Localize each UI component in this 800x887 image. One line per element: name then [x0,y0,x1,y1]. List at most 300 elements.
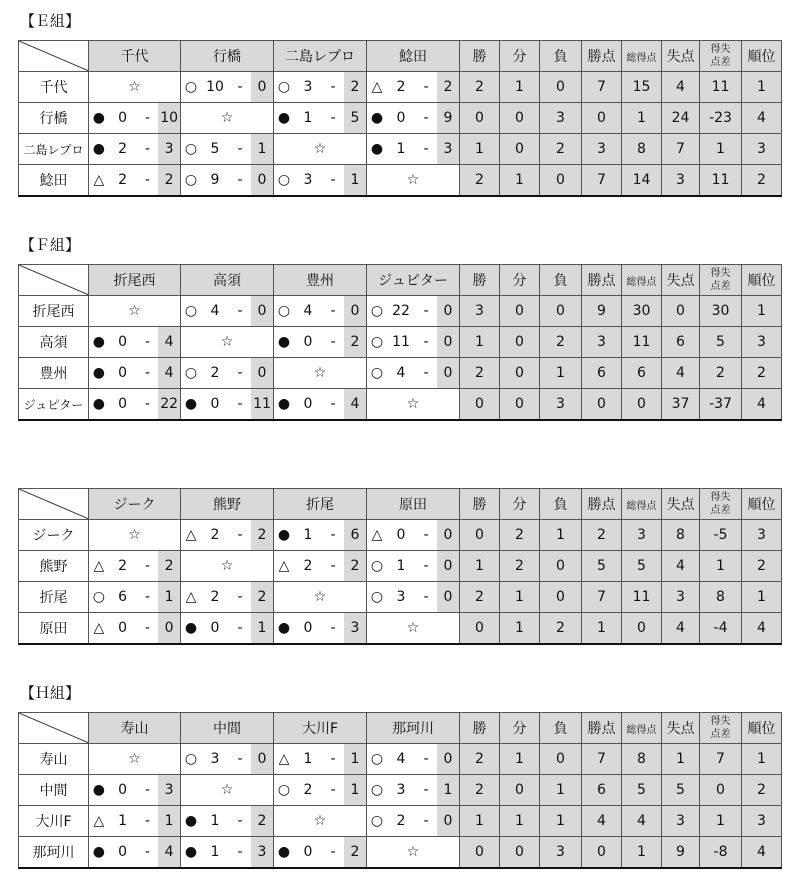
match-result-cell [274,72,367,103]
goals-against: 3 [437,134,459,164]
stat-cell: 0 [460,613,500,645]
self-match-cell: ☆ [89,744,181,775]
goals-for: 0 [118,396,128,412]
score-separator: - [237,527,243,543]
diagonal-corner-cell [19,41,89,72]
team-row [19,613,782,645]
team-header: ジュピター [367,265,460,296]
score-separator: - [330,172,336,188]
goals-against: 2 [158,165,180,195]
stat-cell: 6 [582,775,622,806]
goals-for: 4 [396,365,406,381]
team-row [19,744,782,775]
goals-against: 0 [437,744,459,774]
self-match-cell: ☆ [367,837,460,869]
goals-against: 4 [344,389,366,419]
goals-for: 5 [210,141,220,157]
row-team-name: 二島レプロ [19,134,89,165]
stat-cell: 1 [460,327,500,358]
score-separator: - [330,558,336,574]
team-header: ジーク [89,489,181,520]
result-mark-icon: △ [185,527,197,543]
score-separator: - [144,844,150,860]
row-team-name: ジーク [19,520,89,551]
match-result-cell [274,327,367,358]
stat-cell: 3 [622,520,662,551]
row-team-name: 鯰田 [19,165,89,197]
stat-cell: 6 [622,358,662,389]
result-mark-icon: ○ [370,303,384,319]
goals-for: 3 [303,172,313,188]
match-result-cell [274,775,367,806]
team-header: 高須 [181,265,274,296]
score-separator: - [330,844,336,860]
team-header: 寿山 [89,713,181,744]
score-separator: - [144,813,150,829]
self-match-cell: ☆ [181,775,274,806]
goals-against: 9 [437,103,459,133]
goals-against: 0 [437,327,459,357]
stat-cell: -23 [700,103,742,134]
score-separator: - [237,844,243,860]
group-title: 【Ｅ組】 [20,12,81,30]
goals-against: 1 [344,744,366,774]
header-row [19,41,782,72]
goals-against: 11 [251,389,273,419]
stat-header: 得失点差 [700,41,742,72]
stat-header: 分 [500,41,540,72]
match-result-cell [89,613,181,645]
score-separator: - [237,751,243,767]
team-header: 大川F [274,713,367,744]
goals-for: 2 [396,813,406,829]
goals-for: 3 [210,751,220,767]
stat-cell: 1 [622,837,662,869]
stat-cell: 15 [622,72,662,103]
row-team-name: 中間 [19,775,89,806]
goals-against: 0 [251,296,273,326]
stat-cell: 0 [622,389,662,421]
result-mark-icon: ● [92,844,105,860]
goals-against: 0 [437,806,459,836]
goals-against: 3 [158,775,180,805]
match-result-cell [181,296,274,327]
score-separator: - [237,620,243,636]
stat-header: 勝 [460,489,500,520]
goals-against: 2 [251,582,273,612]
stat-header: 勝 [460,265,500,296]
score-separator: - [330,396,336,412]
team-header: 行橋 [181,41,274,72]
stat-header: 総得点 [622,41,662,72]
goals-for: 1 [396,141,406,157]
score-separator: - [144,172,150,188]
result-mark-icon: ○ [370,558,384,574]
stat-cell: 7 [582,582,622,613]
result-mark-icon: ○ [277,172,291,188]
score-separator: - [237,79,243,95]
stat-cell: 30 [700,296,742,327]
stat-cell: 1 [460,551,500,582]
goals-against: 0 [158,613,180,643]
self-match-cell: ☆ [274,806,367,837]
stat-header: 失点 [662,265,700,296]
stat-cell: 9 [662,837,700,869]
stat-cell: 3 [582,327,622,358]
stat-cell: 1 [742,744,782,775]
stat-cell: 4 [742,613,782,645]
result-mark-icon: ○ [277,79,291,95]
match-result-cell [367,358,460,389]
goals-against: 2 [251,806,273,836]
stat-cell: 8 [662,520,700,551]
row-team-name: 熊野 [19,551,89,582]
stat-cell: 0 [540,744,582,775]
match-result-cell [89,837,181,869]
self-match-cell: ☆ [274,582,367,613]
stat-cell: 1 [460,806,500,837]
self-match-cell: ☆ [367,613,460,645]
result-mark-icon: ● [277,334,291,350]
result-mark-icon: ○ [92,589,105,605]
goals-for: 0 [210,396,220,412]
team-row [19,327,782,358]
score-separator: - [144,782,150,798]
match-result-cell [181,582,274,613]
score-separator: - [144,141,150,157]
goals-for: 3 [303,79,313,95]
score-separator: - [144,396,150,412]
stat-cell: 1 [500,582,540,613]
goals-for: 10 [206,79,224,95]
match-result-cell [367,582,460,613]
goals-against: 1 [158,806,180,836]
result-mark-icon: △ [278,751,290,767]
goals-for: 0 [210,620,220,636]
diagonal-corner-cell [19,713,89,744]
league-table [18,488,782,645]
stat-cell: 1 [460,134,500,165]
self-match-cell: ☆ [274,134,367,165]
stat-header: 勝 [460,713,500,744]
team-header: 鯰田 [367,41,460,72]
stat-cell: 1 [500,165,540,197]
stat-cell: 37 [662,389,700,421]
score-separator: - [423,365,429,381]
team-row [19,103,782,134]
score-separator: - [330,782,336,798]
match-result-cell [274,103,367,134]
stat-cell: 5 [700,327,742,358]
self-match-cell: ☆ [367,165,460,197]
score-separator: - [423,141,429,157]
goals-for: 4 [303,303,313,319]
result-mark-icon: ● [92,334,105,350]
goals-for: 11 [392,334,410,350]
result-mark-icon: △ [371,527,383,543]
result-mark-icon: ○ [370,782,384,798]
match-result-cell [367,327,460,358]
stat-cell: 0 [460,103,500,134]
stat-header: 勝点 [582,489,622,520]
stat-cell: 7 [582,72,622,103]
goals-for: 3 [396,589,406,605]
stat-cell: 24 [662,103,700,134]
stat-cell: 3 [742,520,782,551]
row-team-name: 原田 [19,613,89,645]
goals-against: 0 [251,358,273,388]
stat-cell: 0 [582,389,622,421]
match-result-cell [181,613,274,645]
row-team-name: 行橋 [19,103,89,134]
stat-cell: 1 [500,72,540,103]
goals-against: 3 [158,134,180,164]
team-row [19,296,782,327]
goals-for: 2 [396,79,406,95]
stat-header: 順位 [742,489,782,520]
stat-cell: 1 [662,744,700,775]
goals-against: 0 [437,551,459,581]
score-separator: - [423,782,429,798]
match-result-cell [181,520,274,551]
stat-cell: 3 [460,296,500,327]
stat-header: 勝点 [582,41,622,72]
goals-for: 0 [303,334,313,350]
result-mark-icon: ● [277,110,291,126]
match-result-cell [274,389,367,421]
team-row [19,520,782,551]
stat-header: 負 [540,489,582,520]
goals-against: 5 [344,103,366,133]
team-row [19,551,782,582]
match-result-cell [274,296,367,327]
stat-cell: 1 [540,358,582,389]
stat-cell: 0 [500,103,540,134]
stat-cell: 5 [622,551,662,582]
goals-for: 2 [118,141,128,157]
stat-cell: -37 [700,389,742,421]
result-mark-icon: ○ [370,365,384,381]
stat-cell: 0 [622,613,662,645]
stat-cell: 1 [540,520,582,551]
score-separator: - [423,79,429,95]
stat-cell: 1 [500,806,540,837]
stat-cell: 3 [662,806,700,837]
score-separator: - [330,751,336,767]
stat-cell: 3 [742,806,782,837]
diagonal-corner-cell [19,265,89,296]
goals-against: 0 [251,744,273,774]
league-table [18,264,782,421]
match-result-cell [367,72,460,103]
match-result-cell [367,296,460,327]
stat-header: 分 [500,713,540,744]
header-row [19,489,782,520]
stat-cell: 0 [582,837,622,869]
stat-cell: 4 [622,806,662,837]
stat-cell: 0 [500,358,540,389]
goals-for: 2 [210,365,220,381]
stat-cell: 0 [540,551,582,582]
goals-against: 2 [344,551,366,581]
stat-header: 勝点 [582,265,622,296]
stat-cell: -4 [700,613,742,645]
goals-against: 1 [344,165,366,195]
goals-for: 0 [303,844,313,860]
stat-header: 失点 [662,489,700,520]
stat-cell: 3 [662,165,700,197]
score-separator: - [423,527,429,543]
stat-header: 負 [540,713,582,744]
self-match-cell: ☆ [89,72,181,103]
score-separator: - [423,558,429,574]
goals-against: 0 [344,296,366,326]
result-mark-icon: ● [184,620,198,636]
stat-cell: 4 [662,551,700,582]
score-separator: - [144,110,150,126]
stat-cell: 3 [540,103,582,134]
stat-cell: 2 [540,134,582,165]
goals-for: 4 [396,751,406,767]
goals-for: 0 [118,365,128,381]
goals-for: 2 [210,589,220,605]
row-team-name: 折尾西 [19,296,89,327]
stat-header: 順位 [742,41,782,72]
team-header: 熊野 [181,489,274,520]
result-mark-icon: ● [184,396,198,412]
result-mark-icon: △ [185,589,197,605]
result-mark-icon: △ [93,172,105,188]
goals-for: 2 [118,172,128,188]
score-separator: - [237,396,243,412]
result-mark-icon: ● [92,110,105,126]
stat-cell: 0 [500,134,540,165]
group-title: 【Ｈ組】 [20,684,81,702]
goals-against: 2 [437,72,459,102]
stat-cell: 7 [700,744,742,775]
stat-header: 失点 [662,713,700,744]
stat-cell: 2 [742,358,782,389]
goals-against: 22 [158,389,180,419]
goals-for: 2 [118,558,128,574]
goals-for: 22 [392,303,410,319]
goals-for: 1 [303,110,313,126]
stat-cell: 3 [662,582,700,613]
row-team-name: 折尾 [19,582,89,613]
self-match-cell: ☆ [89,520,181,551]
stat-cell: 7 [582,744,622,775]
match-result-cell [274,165,367,197]
stat-header: 順位 [742,265,782,296]
stat-cell: 0 [460,837,500,869]
stat-cell: 3 [540,389,582,421]
team-row [19,837,782,869]
stat-cell: 4 [662,358,700,389]
goals-for: 1 [210,844,220,860]
stat-cell: -5 [700,520,742,551]
stat-cell: 2 [460,582,500,613]
result-mark-icon: ○ [277,782,291,798]
goals-for: 1 [396,558,406,574]
team-row [19,582,782,613]
stat-cell: -8 [700,837,742,869]
stat-cell: 2 [742,165,782,197]
stat-cell: 2 [582,520,622,551]
stat-cell: 2 [460,775,500,806]
result-mark-icon: ○ [184,141,198,157]
stat-cell: 2 [460,165,500,197]
goals-against: 0 [251,165,273,195]
goals-against: 0 [251,72,273,102]
goals-against: 3 [344,613,366,643]
stat-cell: 2 [742,775,782,806]
match-result-cell [181,389,274,421]
score-separator: - [237,141,243,157]
match-result-cell [274,837,367,869]
result-mark-icon: ● [370,110,384,126]
result-mark-icon: ● [92,782,105,798]
match-result-cell [89,165,181,197]
stat-header: 分 [500,265,540,296]
stat-cell: 2 [540,613,582,645]
result-mark-icon: ● [92,141,105,157]
row-team-name: 寿山 [19,744,89,775]
result-mark-icon: ○ [184,79,198,95]
header-row [19,713,782,744]
goals-against: 1 [251,613,273,643]
goals-for: 9 [210,172,220,188]
match-result-cell [367,806,460,837]
result-mark-icon: ○ [370,751,384,767]
stat-cell: 2 [700,358,742,389]
result-mark-icon: △ [93,813,105,829]
league-table [18,40,782,197]
self-match-cell: ☆ [367,389,460,421]
goals-against: 2 [158,551,180,581]
team-row [19,389,782,421]
result-mark-icon: ● [370,141,384,157]
stat-cell: 0 [662,296,700,327]
result-mark-icon: ○ [370,589,384,605]
score-separator: - [144,589,150,605]
stat-header: 総得点 [622,489,662,520]
goals-against: 2 [344,72,366,102]
stat-cell: 8 [622,744,662,775]
stat-header: 総得点 [622,713,662,744]
stat-header: 総得点 [622,265,662,296]
result-mark-icon: △ [93,558,105,574]
stat-cell: 0 [500,389,540,421]
goals-for: 1 [303,751,313,767]
match-result-cell [89,582,181,613]
stat-cell: 11 [700,72,742,103]
stat-cell: 1 [742,296,782,327]
score-separator: - [237,365,243,381]
stat-header: 順位 [742,713,782,744]
diagonal-corner-cell [19,489,89,520]
stat-cell: 2 [500,551,540,582]
stat-header: 得失点差 [700,713,742,744]
stat-cell: 5 [582,551,622,582]
match-result-cell [181,806,274,837]
result-mark-icon: ● [277,844,291,860]
stat-cell: 4 [742,389,782,421]
team-row [19,358,782,389]
stat-cell: 7 [582,165,622,197]
team-header: 千代 [89,41,181,72]
goals-against: 4 [158,327,180,357]
goals-for: 2 [210,527,220,543]
